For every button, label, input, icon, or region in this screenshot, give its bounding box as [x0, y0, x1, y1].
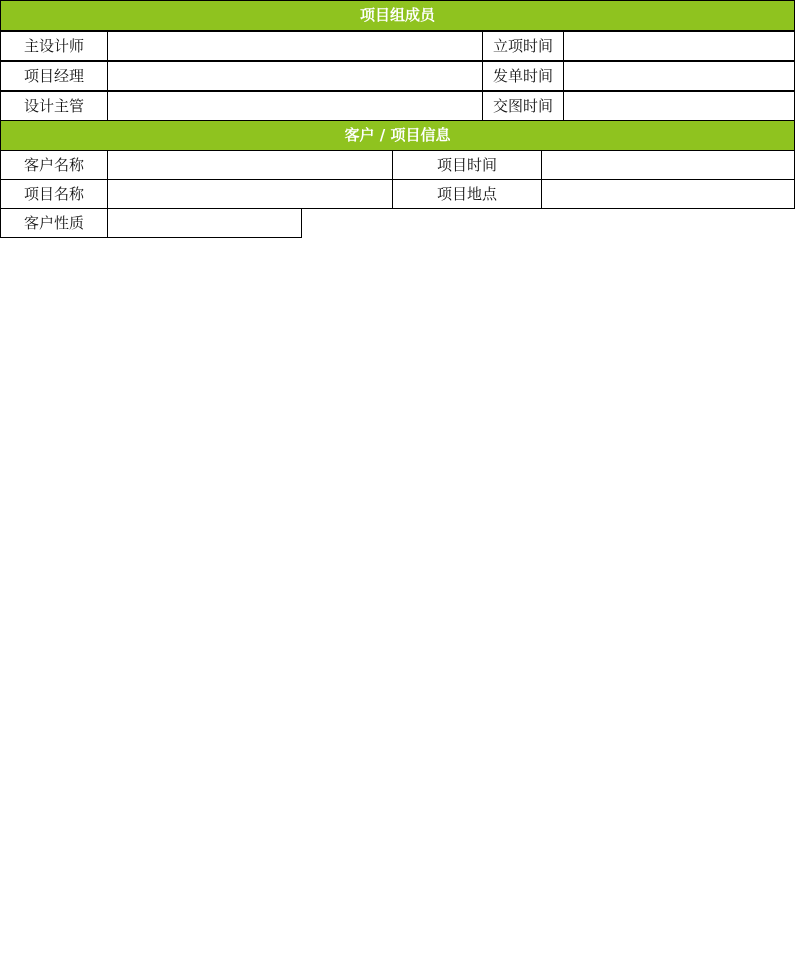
- client-name-label: 客户名称: [0, 150, 108, 180]
- client-type-options: [107, 208, 302, 238]
- project-name-label: 项目名称: [0, 179, 108, 209]
- project-time-label: 项目时间: [392, 150, 542, 180]
- team-row-2-label: 设计主管: [0, 91, 108, 121]
- team-row-2-field[interactable]: [107, 91, 483, 121]
- client-name-field[interactable]: [107, 150, 393, 180]
- team-row-2-date-label: 交图时间: [482, 91, 564, 121]
- team-row-0-date-label: 立项时间: [482, 31, 564, 61]
- team-row-0-label: 主设计师: [0, 31, 108, 61]
- project-location-label: 项目地点: [392, 179, 542, 209]
- team-row-0-date-field[interactable]: [563, 31, 795, 61]
- team-section-header: 项目组成员: [0, 0, 795, 31]
- team-row-1-date-label: 发单时间: [482, 61, 564, 91]
- team-row-2-date-field[interactable]: [563, 91, 795, 121]
- project-name-field[interactable]: [107, 179, 393, 209]
- project-time-field[interactable]: [541, 150, 795, 180]
- team-row-0-field[interactable]: [107, 31, 483, 61]
- team-row-1-field[interactable]: [107, 61, 483, 91]
- client-section-header: 客户 / 项目信息: [0, 120, 795, 151]
- team-row-1-label: 项目经理: [0, 61, 108, 91]
- project-location-field[interactable]: [541, 179, 795, 209]
- client-type-label: 客户性质: [0, 208, 108, 238]
- team-row-1-date-field[interactable]: [563, 61, 795, 91]
